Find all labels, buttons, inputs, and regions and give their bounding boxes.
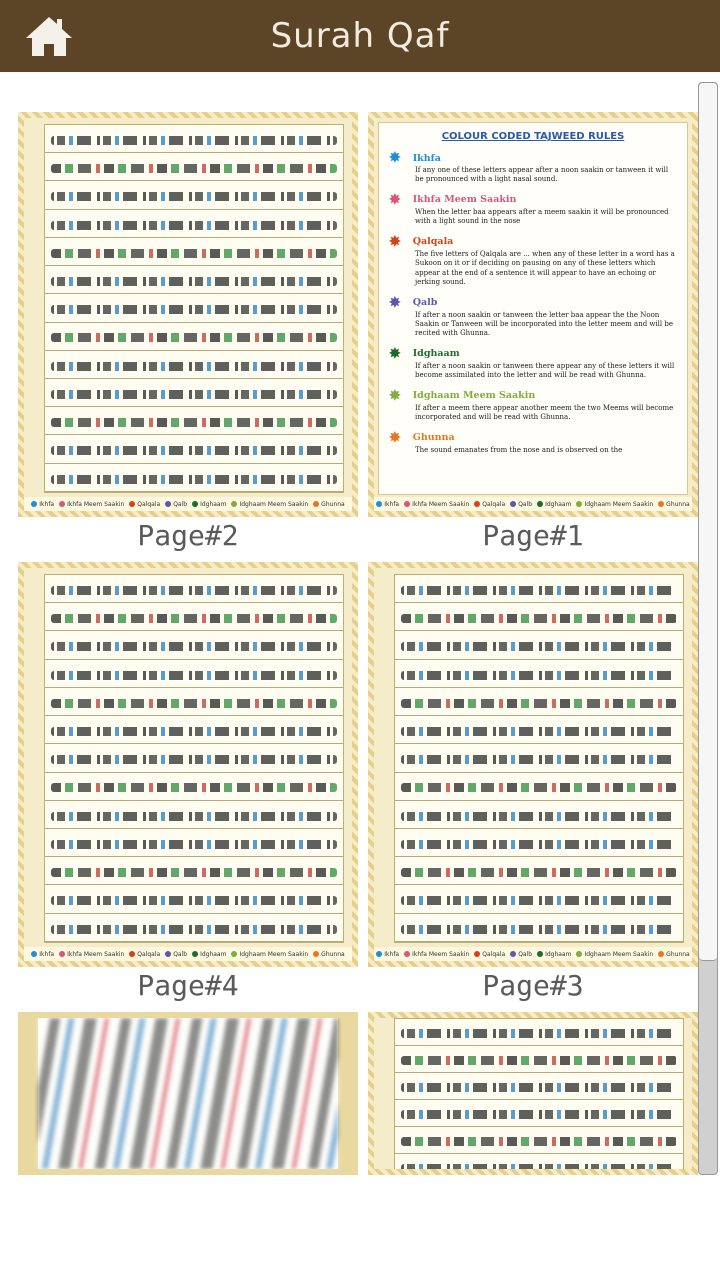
- rule-description: When the letter baa appears after a meem saakin it will be pronounced with a light sound in the nose: [415, 207, 669, 226]
- rule-item: [389, 430, 677, 455]
- verse-line: [395, 914, 683, 942]
- tajweed-legend: [374, 497, 692, 511]
- rule-item: [389, 150, 677, 185]
- page-thumbnail-5[interactable]: [368, 1012, 698, 1175]
- star-icon: ✸: [389, 191, 401, 208]
- verse-line: [45, 857, 343, 885]
- tajweed-legend: [374, 947, 692, 961]
- verse-line: [45, 688, 343, 716]
- legend-item: Ghunna: [313, 501, 345, 508]
- legend-item: Idghaam Meem Saakin: [231, 951, 308, 958]
- verse-line: [395, 885, 683, 913]
- verse-line: [45, 885, 343, 913]
- star-icon: ✸: [389, 294, 401, 311]
- rule-description: If after a noon saakin or tanween the letter baa appear the the Noon Saakin or Tanween will be incorporated into the letter meem and will be recited with Ghunna.: [415, 310, 673, 338]
- legend-item: Idghaam: [537, 951, 571, 958]
- tajweed-rules: [378, 122, 688, 495]
- legend-item: Idghaam Meem Saakin: [576, 951, 653, 958]
- verse-line: [45, 744, 343, 772]
- legend-item: Qalb: [165, 501, 187, 508]
- legend-item: Ikhfa: [376, 951, 399, 958]
- rule-item: [389, 388, 677, 423]
- verse-line: [395, 1154, 683, 1175]
- legend-item: Qalqala: [129, 951, 160, 958]
- legend-item: Idghaam Meem Saakin: [576, 501, 653, 508]
- verse-line: [395, 1100, 683, 1127]
- legend-item: Ikhfa: [376, 501, 399, 508]
- legend-item: Qalb: [165, 951, 187, 958]
- verse-line: [395, 716, 683, 744]
- star-icon: ✸: [389, 387, 401, 404]
- page-label: Page#1: [482, 519, 584, 552]
- verse-line: [395, 773, 683, 801]
- verse-line: [45, 181, 343, 209]
- legend-item: Qalb: [510, 951, 532, 958]
- verse-line: [395, 829, 683, 857]
- legend-item: Ikhfa: [31, 501, 54, 508]
- page-label: Page#3: [482, 969, 584, 1002]
- verse-line: [45, 773, 343, 801]
- page-label: Page#4: [137, 969, 239, 1002]
- app-header: [0, 0, 720, 72]
- legend-item: Ikhfa: [31, 951, 54, 958]
- verse-line: [395, 1127, 683, 1154]
- legend-item: Qalb: [510, 501, 532, 508]
- rule-description: If after a meem there appear another meem the two Meems will become incorporated and will be read with Ghunna.: [415, 403, 674, 422]
- verse-line: [45, 435, 343, 463]
- star-icon: ✸: [389, 345, 401, 362]
- verse-line: [45, 801, 343, 829]
- verse-line: [45, 829, 343, 857]
- calligraphy-image: [24, 1018, 352, 1169]
- legend-item: Idghaam: [192, 501, 226, 508]
- verse-line: [45, 323, 343, 351]
- legend-item: Qalqala: [474, 951, 505, 958]
- verse-line: [45, 153, 343, 181]
- legend-item: Idghaam: [192, 951, 226, 958]
- legend-item: Qalqala: [129, 501, 160, 508]
- verse-line: [45, 464, 343, 492]
- verse-line: [45, 238, 343, 266]
- page-title: Surah Qaf: [270, 16, 450, 56]
- legend-item: Ikhfa Meem Saakin: [59, 951, 124, 958]
- verse-line: [395, 1046, 683, 1073]
- page-grid: [0, 82, 698, 1175]
- tajweed-legend: [24, 497, 352, 511]
- verse-line: [395, 660, 683, 688]
- verse-line: [395, 603, 683, 631]
- page-thumbnail-calligraphy[interactable]: [18, 1012, 358, 1175]
- rules-title: COLOUR CODED TAJWEED RULES: [441, 131, 625, 142]
- rule-item: [389, 346, 677, 381]
- star-icon: ✸: [389, 233, 401, 250]
- page-label: Page#2: [137, 519, 239, 552]
- verse-line: [45, 210, 343, 238]
- star-icon: ✸: [389, 150, 401, 166]
- rule-description: If any one of these letters appear after a noon saakin or tanween it will be pronounced with a light nasal sound.: [415, 166, 669, 184]
- verse-line: [395, 575, 683, 603]
- verse-line: [395, 631, 683, 659]
- verse-line: [45, 125, 343, 153]
- rule-item: [389, 192, 677, 227]
- rule-name: Idghaam: [412, 348, 460, 360]
- rule-name: Ghunna: [412, 432, 455, 444]
- page-thumbnail-3[interactable]: [368, 562, 698, 1002]
- verse-line: [45, 379, 343, 407]
- scrollbar[interactable]: [698, 82, 718, 1175]
- scrollbar-thumb[interactable]: [699, 83, 717, 961]
- legend-item: Idghaam Meem Saakin: [231, 501, 308, 508]
- legend-item: Qalqala: [474, 501, 505, 508]
- verse-line: [45, 351, 343, 379]
- verse-line: [395, 1073, 683, 1100]
- verse-line: [45, 631, 343, 659]
- home-icon[interactable]: [24, 14, 74, 58]
- rule-name: Qalb: [412, 297, 438, 308]
- page-thumbnail-1[interactable]: [368, 112, 698, 552]
- verse-line: [395, 857, 683, 885]
- rule-name: Qalqala: [412, 236, 454, 248]
- star-icon: ✸: [389, 429, 401, 446]
- rule-name: Ikhfa: [412, 152, 441, 164]
- verse-line: [45, 294, 343, 322]
- rule-description: The sound emanates from the nose and is observed on the: [415, 445, 623, 454]
- verse-line: [45, 407, 343, 435]
- rule-description: The five letters of Qalqala are ... when any of these letter in a word has a Sukoon on it or if deciding on pausing on any of these letters which appear at the end of a sentence it will appear to have an echoing or jerking sound.: [415, 249, 675, 287]
- rule-name: Idghaam Meem Saakin: [412, 390, 536, 402]
- verse-line: [45, 660, 343, 688]
- tajweed-legend: [24, 947, 352, 961]
- legend-item: Ghunna: [658, 951, 690, 958]
- verse-line: [45, 914, 343, 942]
- legend-item: Ikhfa Meem Saakin: [404, 951, 469, 958]
- legend-item: Ghunna: [658, 501, 690, 508]
- verse-line: [395, 744, 683, 772]
- verse-line: [45, 716, 343, 744]
- rule-item: [389, 234, 677, 288]
- rule-name: Ikhfa Meem Saakin: [412, 194, 517, 206]
- legend-item: Ikhfa Meem Saakin: [404, 501, 469, 508]
- page-thumbnail-2[interactable]: [18, 112, 358, 552]
- legend-item: Idghaam: [537, 501, 571, 508]
- legend-item: Ghunna: [313, 951, 345, 958]
- verse-line: [45, 266, 343, 294]
- verse-line: [45, 603, 343, 631]
- legend-item: Ikhfa Meem Saakin: [59, 501, 124, 508]
- verse-line: [395, 801, 683, 829]
- rule-item: [389, 295, 677, 339]
- verse-line: [395, 1019, 683, 1046]
- verse-line: [395, 688, 683, 716]
- rule-description: If after a noon saakin or tanween there appear any of these letters it will become assimilated into the letter and will be read with Ghunna.: [415, 361, 675, 380]
- page-thumbnail-4[interactable]: [18, 562, 358, 1002]
- verse-line: [45, 575, 343, 603]
